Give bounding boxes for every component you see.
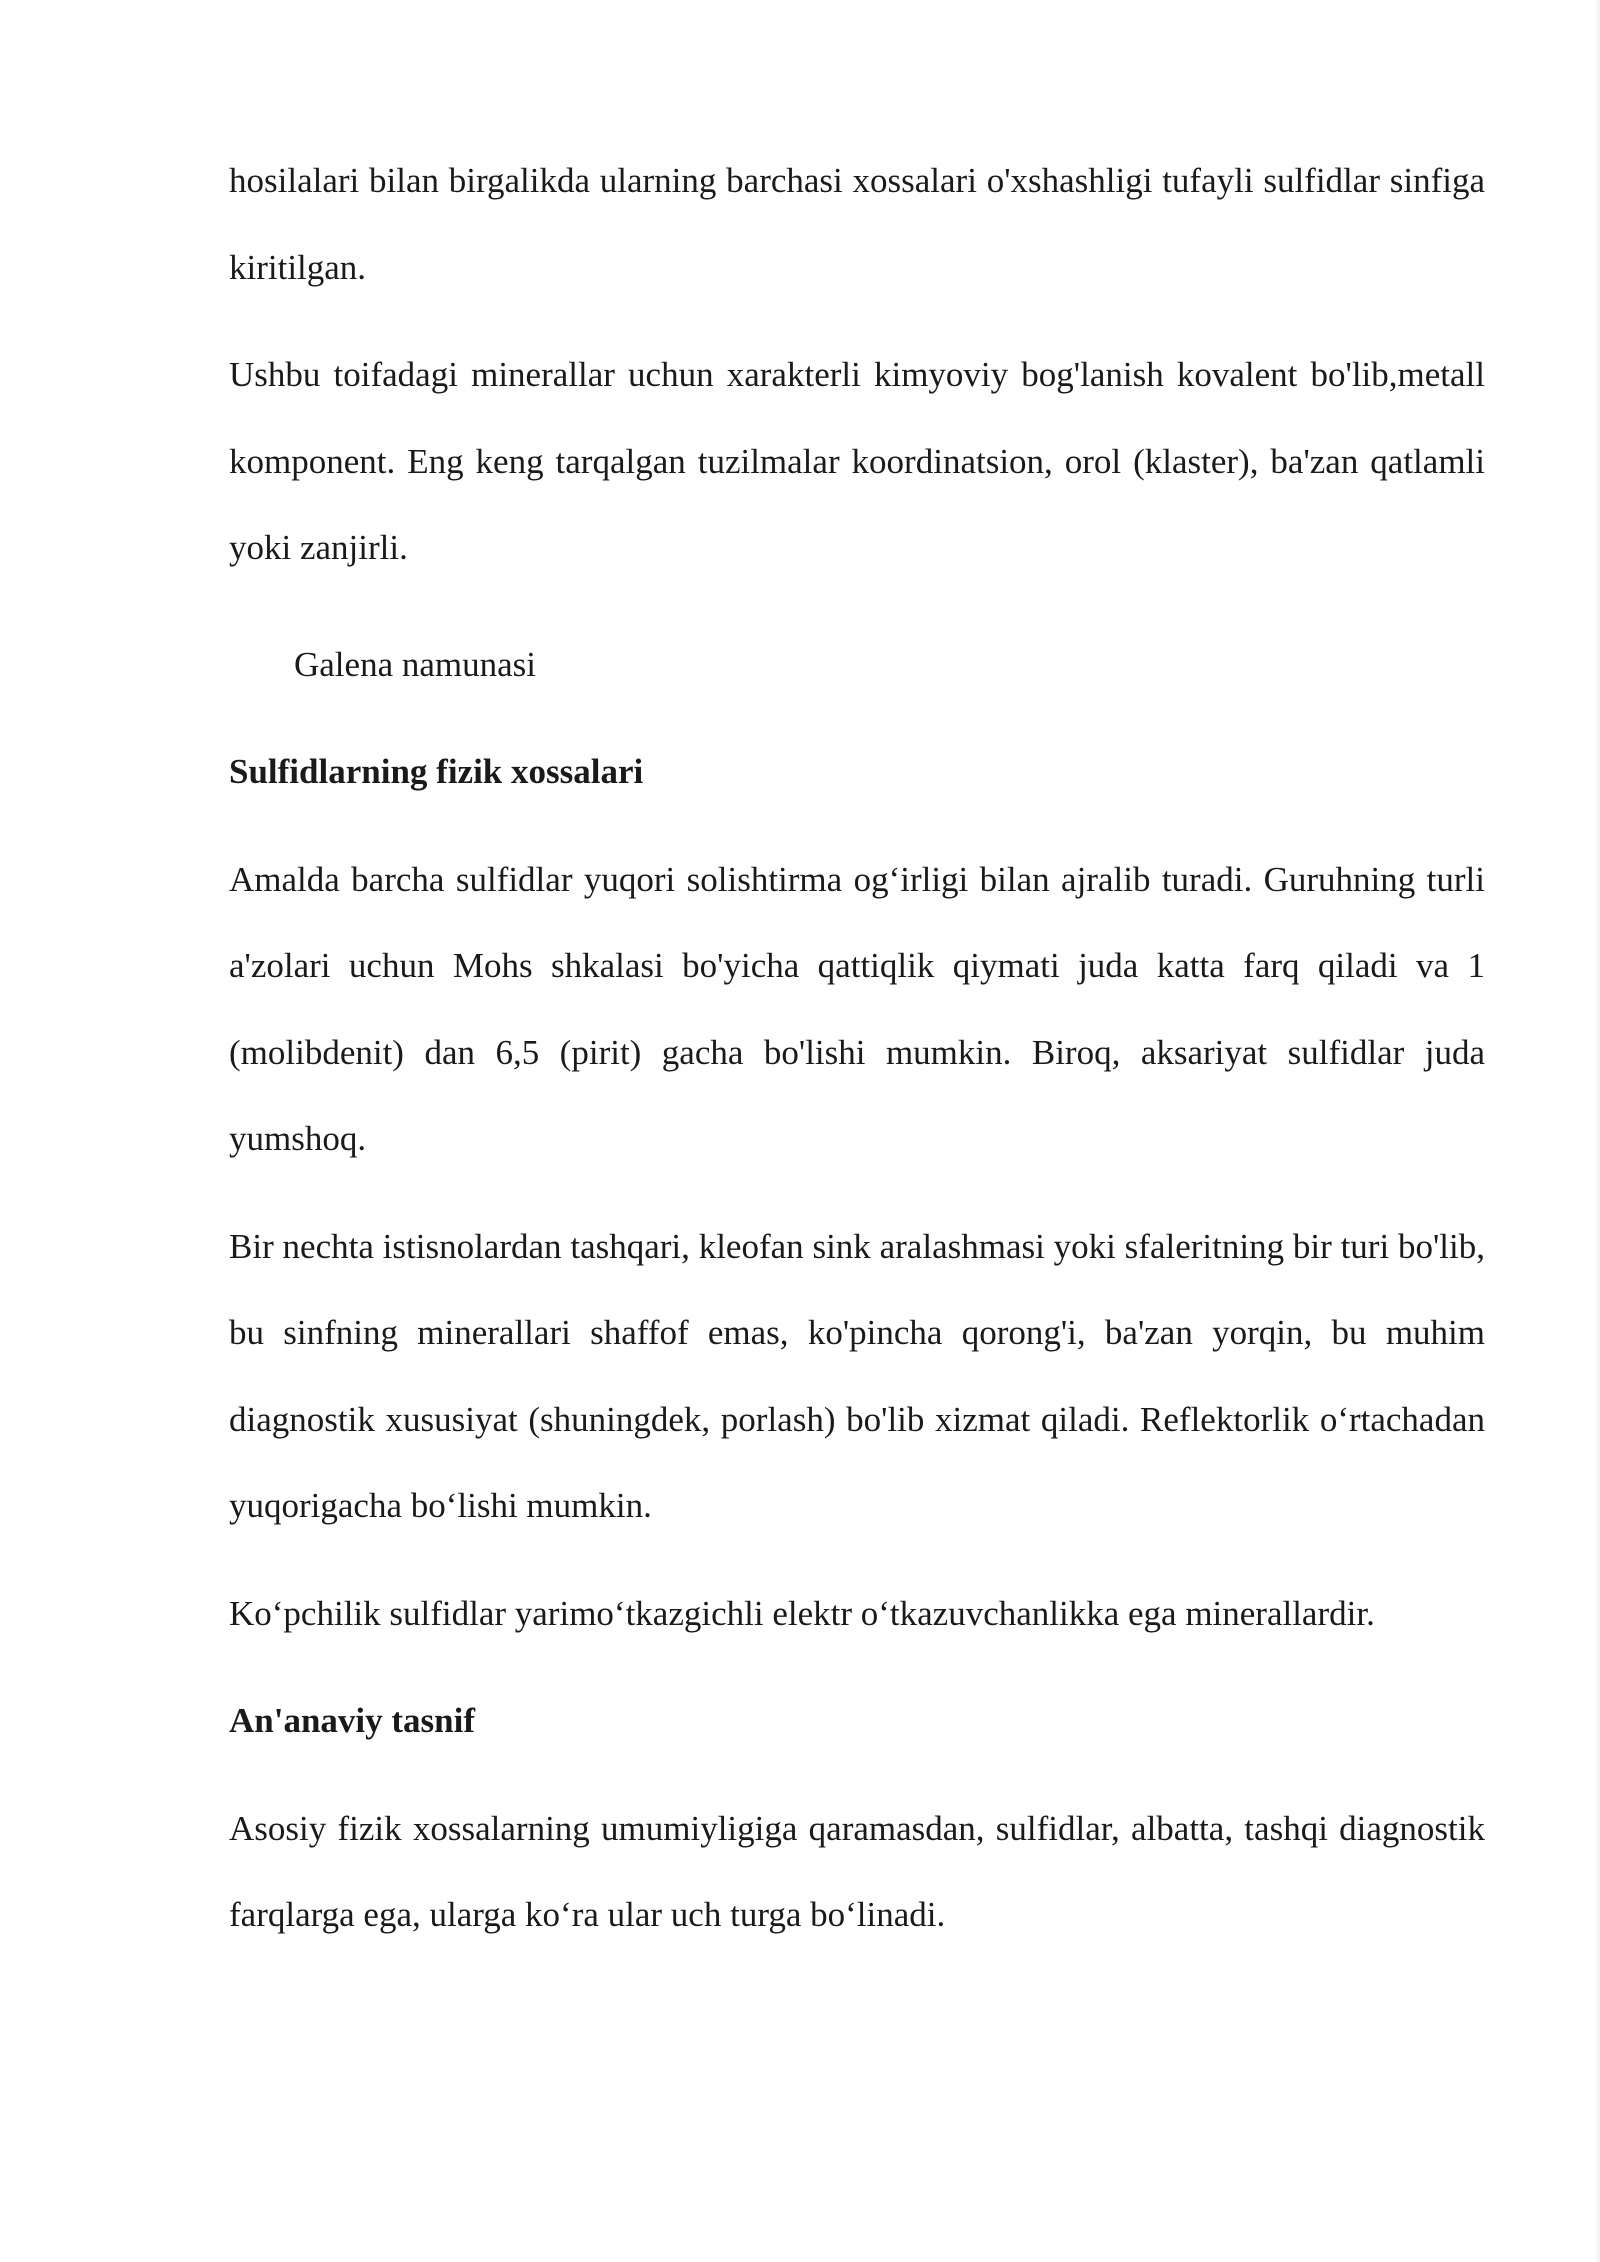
paragraph-conductivity: Ko‘pchilik sulfidlar yarimo‘tkazgichli elektr o‘tkazuvchanlikka ega minerallardir.	[229, 1593, 1375, 1633]
paragraph-chemical-bond: Ushbu toifadagi minerallar uchun xarakterli kimyoviy bog'lanish kovalent bo'lib,metall komponent. Eng keng tarqalgan tuzilmalar koordinatsion, orol (klaster), ba'zan qatlamli yoki zanjirli.	[229, 355, 1485, 567]
paragraph-specific-gravity: Amalda barcha sulfidlar yuqori solishtirma og‘irligi bilan ajralib turadi. Guruhning turli a'zolari uchun Mohs shkalasi bo'yicha qattiqlik qiymati juda katta farq qiladi va 1 (molibdenit) dan 6,5 (pirit) gacha bo'lishi mumkin. Biroq, aksariyat sulfidlar juda yumshoq.	[229, 859, 1485, 1158]
section-heading-classification: An'anaviy tasnif	[229, 1701, 476, 1740]
section-heading-physical-properties: Sulfidlarning fizik xossalari	[229, 752, 644, 791]
paragraph-classification: Asosiy fizik xossalarning umumiyligiga qaramasdan, sulfidlar, albatta, tashqi diagnostik farqlarga ega, ularga ko‘ra ular uch turga bo‘linadi.	[229, 1808, 1485, 1934]
paragraph-opacity: Bir nechta istisnolardan tashqari, kleofan sink aralashmasi yoki sfaleritning bir turi bo'lib, bu sinfning minerallari shaffof emas, ko'pincha qorong'i, ba'zan yorqin, bu muhim diagnostik xususiyat (shuningdek, porlash) bo'lib xizmat qiladi. Reflektorlik o‘rtachadan yuqorigacha bo‘lishi mumkin.	[229, 1226, 1485, 1525]
page-edge-shadow	[1594, 0, 1600, 2262]
paragraph-intro: hosilalari bilan birgalikda ularning barchasi xossalari o'xshashligi tufayli sulfidlar sinfiga kiritilgan.	[229, 161, 1485, 287]
image-caption: Galena namunasi	[294, 644, 536, 684]
document-body	[229, 138, 1485, 1980]
